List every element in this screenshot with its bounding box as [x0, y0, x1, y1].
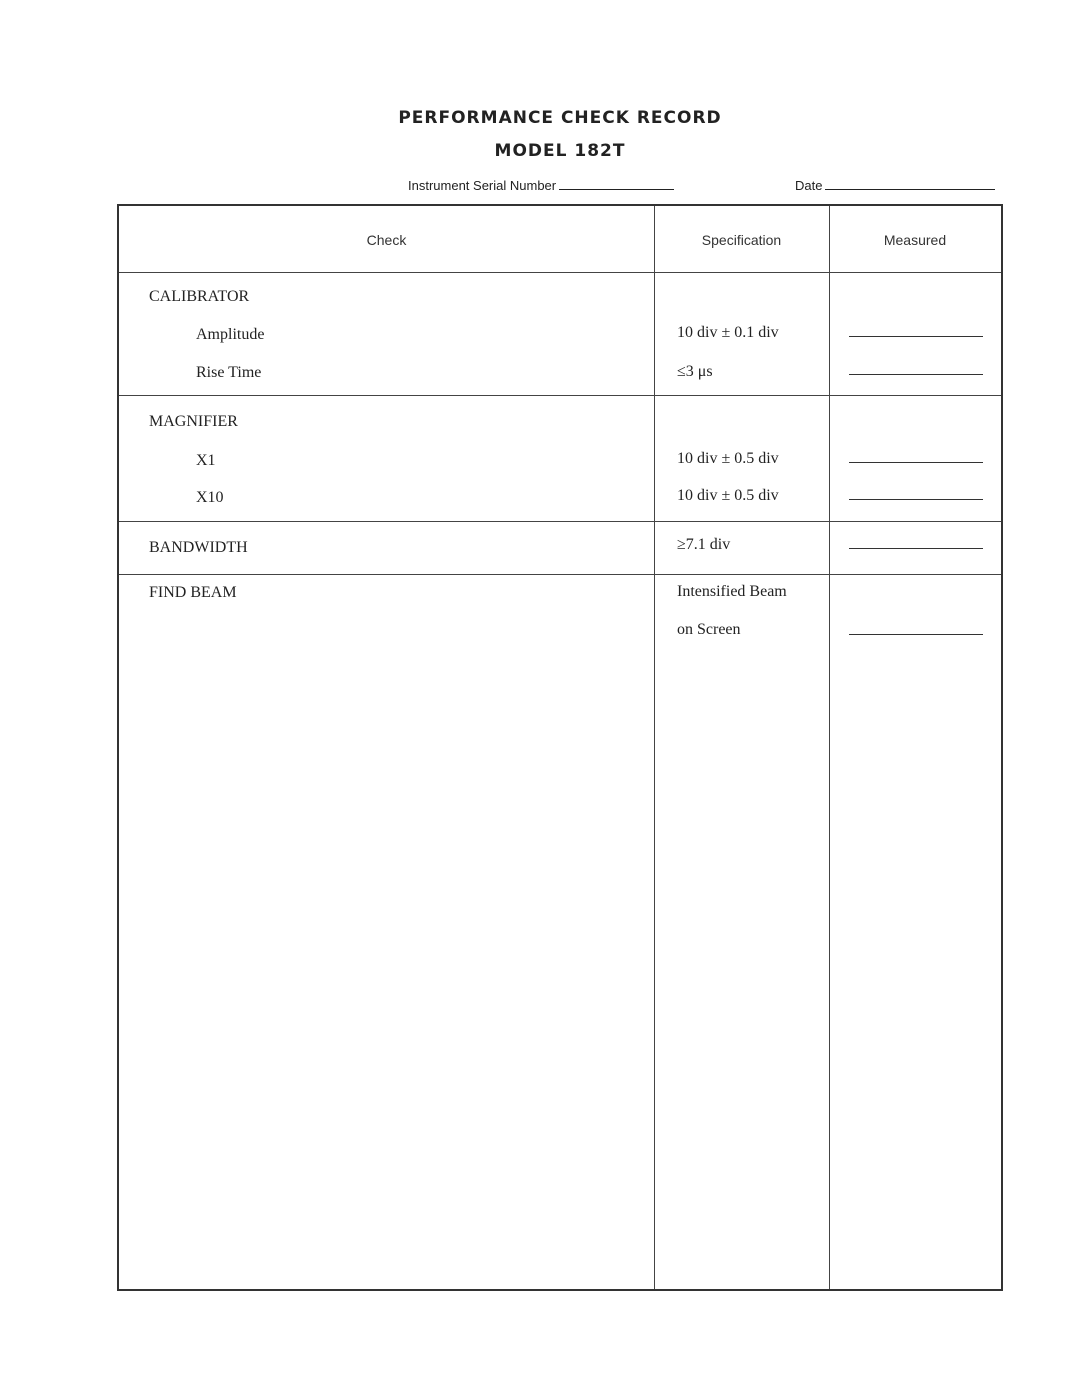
check-amplitude: Amplitude — [196, 326, 265, 343]
check-x1: X1 — [196, 452, 216, 469]
row-divider — [119, 272, 1001, 273]
column-divider — [654, 206, 655, 1289]
page-title: PERFORMANCE CHECK RECORD — [398, 108, 722, 128]
measured-rise-time-field[interactable] — [849, 374, 983, 375]
spec-find-beam-line2: on Screen — [677, 621, 741, 638]
row-divider — [119, 521, 1001, 522]
measured-find-beam-field[interactable] — [849, 634, 983, 635]
spec-x1: 10 div ± 0.5 div — [677, 450, 779, 467]
measured-amplitude-field[interactable] — [849, 336, 983, 337]
spec-bandwidth: ≥7.1 div — [677, 536, 731, 553]
row-divider — [119, 395, 1001, 396]
serial-number-label: Instrument Serial Number — [408, 178, 557, 193]
serial-number-blank[interactable] — [559, 188, 674, 190]
check-rise-time: Rise Time — [196, 364, 262, 381]
section-find-beam: FIND BEAM — [149, 584, 237, 601]
check-table — [117, 204, 1003, 1291]
date-blank[interactable] — [825, 188, 995, 190]
row-divider — [119, 574, 1001, 575]
spec-find-beam-line1: Intensified Beam — [677, 583, 787, 600]
column-divider — [829, 206, 830, 1289]
date-label: Date — [795, 178, 823, 193]
check-x10: X10 — [196, 489, 224, 506]
section-calibrator: CALIBRATOR — [149, 288, 250, 305]
measured-x10-field[interactable] — [849, 499, 983, 500]
spec-rise-time: ≤3 μs — [677, 363, 713, 380]
column-header-check: Check — [366, 232, 407, 248]
model-title: MODEL 182T — [494, 141, 626, 161]
measured-x1-field[interactable] — [849, 462, 983, 463]
column-header-measured: Measured — [883, 232, 947, 248]
section-magnifier: MAGNIFIER — [149, 413, 238, 430]
spec-amplitude: 10 div ± 0.1 div — [677, 324, 779, 341]
column-header-specification: Specification — [701, 232, 782, 248]
spec-x10: 10 div ± 0.5 div — [677, 487, 779, 504]
measured-bandwidth-field[interactable] — [849, 548, 983, 549]
serial-number-field[interactable] — [408, 178, 674, 193]
section-bandwidth: BANDWIDTH — [149, 539, 248, 556]
date-field[interactable] — [795, 178, 995, 193]
